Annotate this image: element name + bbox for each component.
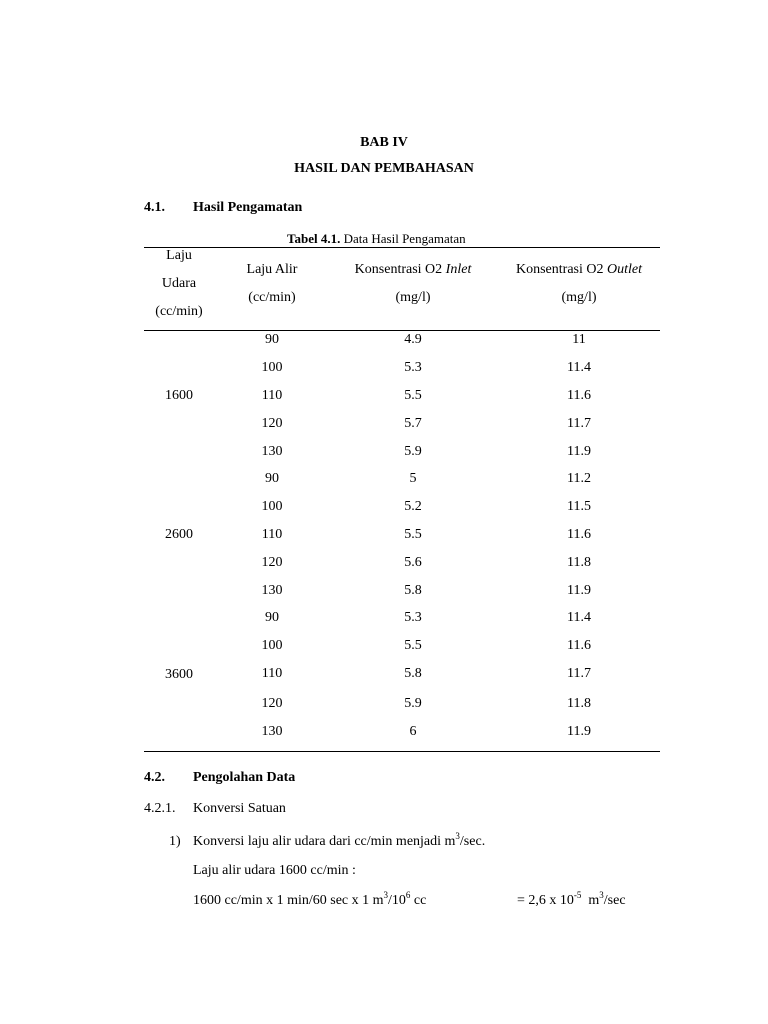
- cell-inlet: 5.9: [404, 444, 422, 459]
- cell-laju-alir: 130: [261, 444, 283, 459]
- cell-inlet: 5.8: [404, 666, 422, 681]
- cell-outlet: 11.6: [567, 388, 591, 403]
- section-title: Pengolahan Data: [193, 770, 296, 785]
- group-laju-udara: 3600: [165, 667, 193, 682]
- table-row: [0, 388, 768, 408]
- table-row: [0, 416, 768, 436]
- header-outlet-italic: Outlet: [607, 262, 642, 277]
- calc-lhs-b: /10: [388, 893, 406, 908]
- cell-outlet: 11.5: [567, 499, 591, 514]
- cell-laju-alir: 110: [261, 666, 283, 681]
- cell-laju-alir: 110: [261, 527, 283, 542]
- cell-laju-alir: 100: [261, 360, 283, 375]
- cell-inlet: 6: [409, 724, 417, 739]
- header-outlet-unit: (mg/l): [561, 290, 597, 305]
- cell-inlet: 5.3: [404, 610, 422, 625]
- cell-inlet: 5.3: [404, 360, 422, 375]
- section-number: 4.1.: [144, 200, 165, 215]
- group-laju-udara: 2600: [165, 527, 193, 542]
- header-laju-alir: Laju Alir: [246, 262, 298, 277]
- cell-inlet: 4.9: [404, 332, 422, 347]
- header-outlet: [498, 262, 660, 278]
- calc-rhs-a: = 2,6 x 10: [517, 893, 574, 908]
- subsection-title: Konversi Satuan: [193, 801, 286, 816]
- section-title: Hasil Pengamatan: [193, 200, 303, 215]
- header-laju-udara-line1: Laju: [166, 248, 192, 263]
- table-row: [0, 471, 768, 491]
- table-row: [0, 360, 768, 380]
- calc-lhs-sup2: 6: [405, 890, 411, 900]
- cell-inlet: 5.5: [404, 388, 422, 403]
- cell-laju-alir: 90: [265, 610, 279, 625]
- cell-outlet: 11.4: [567, 610, 591, 625]
- table-row: [0, 444, 768, 464]
- header-inlet-italic: Inlet: [445, 262, 472, 277]
- calc-rhs-b: m: [581, 893, 600, 908]
- cell-outlet: 11.2: [567, 471, 591, 486]
- table-caption-text: Data Hasil Pengamatan: [343, 231, 466, 246]
- header-inlet-prefix: Konsentrasi O2: [354, 262, 446, 277]
- cell-inlet: 5.5: [404, 638, 422, 653]
- table-row: [0, 583, 768, 603]
- cell-inlet: 5.7: [404, 416, 422, 431]
- calc-label: Laju alir udara 1600 cc/min :: [193, 863, 356, 878]
- table-row: [0, 638, 768, 658]
- cell-inlet: 5.9: [404, 696, 422, 711]
- table-top-rule: [144, 247, 660, 248]
- cell-outlet: 11.6: [567, 527, 591, 542]
- table-row: [0, 666, 768, 686]
- cell-laju-alir: 120: [261, 555, 283, 570]
- cell-laju-alir: 120: [261, 696, 283, 711]
- list-item-number: 1): [169, 834, 181, 849]
- calc-rhs-c: /sec: [603, 893, 626, 908]
- cell-laju-alir: 100: [261, 499, 283, 514]
- cell-outlet: 11.9: [567, 724, 591, 739]
- calc-lhs: [193, 890, 427, 909]
- cell-inlet: 5.6: [404, 555, 422, 570]
- header-inlet-unit: (mg/l): [395, 290, 431, 305]
- cell-laju-alir: 90: [265, 471, 279, 486]
- cell-laju-alir: 90: [265, 332, 279, 347]
- subsection-number: 4.2.1.: [144, 801, 176, 816]
- section-number: 4.2.: [144, 770, 165, 785]
- table-row: [0, 610, 768, 630]
- table-row: [0, 527, 768, 547]
- calc-rhs-sup2: 3: [599, 890, 604, 900]
- calc-lhs-c: cc: [410, 893, 427, 908]
- cell-outlet: 11.4: [567, 360, 591, 375]
- table-row: [0, 332, 768, 352]
- cell-laju-alir: 120: [261, 416, 283, 431]
- calc-rhs-sup1: -5: [573, 890, 582, 900]
- header-laju-udara-line2: Udara: [161, 276, 197, 291]
- table-row: [0, 499, 768, 519]
- cell-outlet: 11.8: [567, 555, 591, 570]
- cell-laju-alir: 100: [261, 638, 283, 653]
- cell-outlet: 11.7: [567, 666, 591, 681]
- header-laju-alir-unit: (cc/min): [248, 290, 296, 305]
- header-outlet-prefix: Konsentrasi O2: [516, 262, 607, 277]
- list-item-text-a: Konversi laju alir udara dari cc/min menjadi m: [193, 834, 456, 849]
- cell-outlet: 11.8: [567, 696, 591, 711]
- table-caption-label: Tabel 4.1.: [287, 231, 341, 246]
- table-row: [0, 696, 768, 716]
- table-header-rule: [144, 330, 660, 331]
- chapter-title: HASIL DAN PEMBAHASAN: [294, 161, 474, 176]
- table-row: [0, 555, 768, 575]
- cell-outlet: 11.7: [567, 416, 591, 431]
- cell-outlet: 11.6: [567, 638, 591, 653]
- table-bottom-rule: [144, 751, 660, 752]
- group-laju-udara: 1600: [165, 388, 193, 403]
- cell-laju-alir: 130: [261, 724, 283, 739]
- cell-inlet: 5.2: [404, 499, 422, 514]
- cell-inlet: 5.5: [404, 527, 422, 542]
- header-laju-udara-unit: (cc/min): [155, 304, 203, 319]
- calc-lhs-sup1: 3: [383, 890, 389, 900]
- cell-inlet: 5.8: [404, 583, 422, 598]
- calc-lhs-a: 1600 cc/min x 1 min/60 sec x 1 m: [193, 893, 384, 908]
- cell-outlet: 11.9: [567, 583, 591, 598]
- calc-rhs: [517, 890, 626, 909]
- cell-outlet: 11: [572, 332, 586, 347]
- cell-laju-alir: 130: [261, 583, 283, 598]
- list-item-text: [193, 831, 486, 850]
- cell-outlet: 11.9: [567, 444, 591, 459]
- list-item-text-b: /sec.: [459, 834, 486, 849]
- cell-inlet: 5: [409, 471, 417, 486]
- table-row: [0, 724, 768, 744]
- chapter-heading: BAB IV: [360, 135, 408, 150]
- table-caption: [287, 231, 466, 247]
- list-item-sup: 3: [455, 831, 460, 841]
- header-inlet: [333, 262, 493, 278]
- cell-laju-alir: 110: [261, 388, 283, 403]
